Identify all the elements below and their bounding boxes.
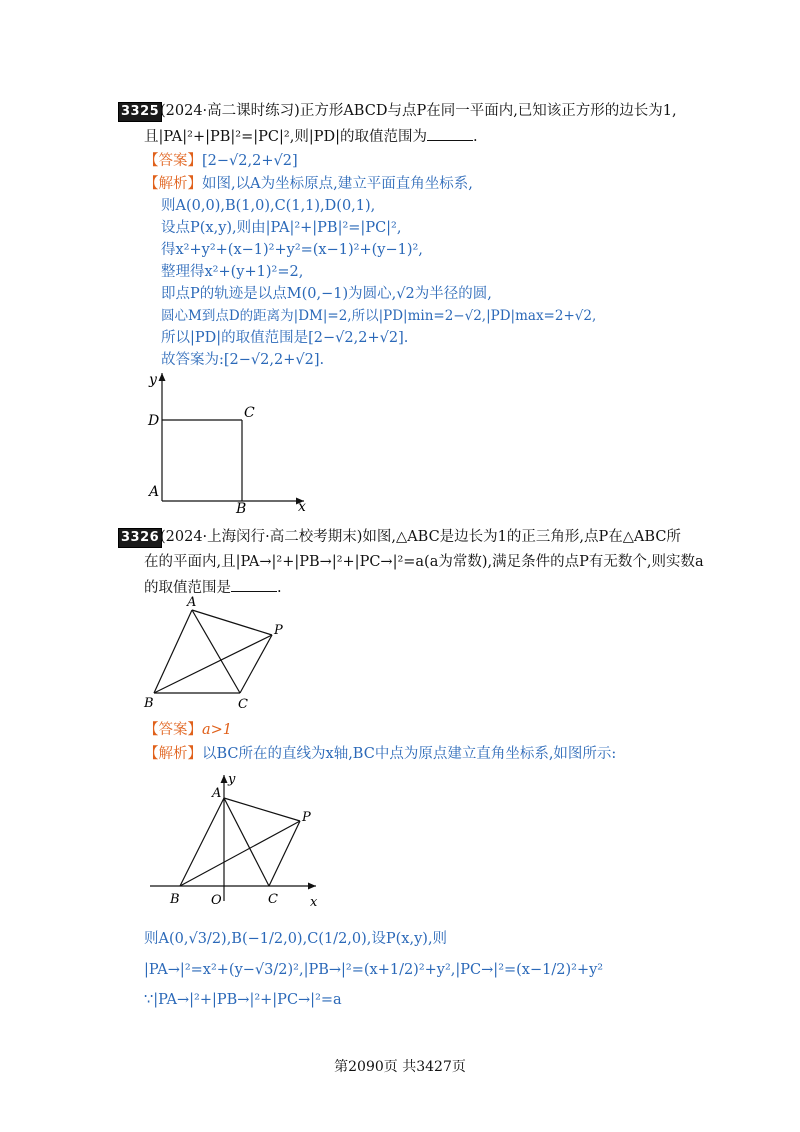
- point-label-b: B: [170, 892, 180, 907]
- problem-number-badge: 3326: [118, 528, 162, 548]
- origin-label: O: [211, 893, 222, 908]
- coordinate-triangle-figure: [140, 765, 330, 915]
- problem-stem: (2024·上海闵行·高二校考期末)如图,△ABC是边长为1的正三角形,点P在△ABC所: [160, 529, 681, 545]
- analysis-line: 【解析】以BC所在的直线为x轴,BC中点为原点建立直角坐标系,如图所示:: [144, 746, 617, 762]
- analysis-line: 圆心M到点D的距离为|DM|=2,所以|PD|min=2−√2,|PD|max=2+√2,: [161, 308, 597, 324]
- point-label-c: C: [268, 892, 278, 907]
- point-label-a: A: [212, 786, 222, 801]
- analysis-line: 整理得x²+(y+1)²=2,: [161, 264, 304, 280]
- answer-label: 【答案】: [144, 153, 202, 169]
- answer-line: [144, 151, 298, 171]
- point-label-p: P: [274, 623, 283, 638]
- answer-text: a>1: [202, 722, 233, 738]
- point-label-a: A: [149, 484, 160, 500]
- triangle-figure: [140, 595, 300, 715]
- square-figure: [140, 365, 320, 515]
- point-label-c: C: [238, 697, 248, 712]
- analysis-line: |PA→|²=x²+(y−√3/2)²,|PB→|²=(x+1/2)²+y²,|PC→|²=(x−1/2)²+y²: [144, 962, 604, 978]
- y-axis-label: y: [149, 372, 157, 388]
- analysis-line: 【解析】如图,以A为坐标原点,建立平面直角坐标系,: [144, 176, 473, 192]
- x-axis-label: x: [298, 499, 306, 515]
- point-label-b: B: [144, 696, 154, 711]
- point-label-b: B: [236, 501, 247, 515]
- problem-number-badge: 3325: [118, 102, 162, 122]
- point-label-d: D: [148, 413, 160, 429]
- problem-stem: (2024·高二课时练习)正方形ABCD与点P在同一平面内,已知该正方形的边长为1,: [160, 103, 677, 119]
- problem-stem: 的取值范围是 .: [144, 577, 282, 598]
- analysis-label: 【解析】: [144, 176, 202, 192]
- answer-blank: [231, 577, 277, 592]
- x-axis-label: x: [310, 895, 318, 910]
- analysis-line: 则A(0,0),B(1,0),C(1,1),D(0,1),: [161, 198, 376, 214]
- problem-stem: 在的平面内,且|PA→|²+|PB→|²+|PC→|²=a(a为常数),满足条件的点P有无数个,则实数a: [144, 554, 704, 570]
- point-label-a: A: [187, 595, 197, 610]
- page-footer: 第2090页 共3427页: [334, 1059, 466, 1075]
- answer-line: [144, 720, 232, 740]
- analysis-line: 则A(0,√3/2),B(−1/2,0),C(1/2,0),设P(x,y),则: [144, 931, 448, 947]
- analysis-line: 得x²+y²+(x−1)²+y²=(x−1)²+(y−1)²,: [161, 242, 423, 258]
- answer-blank: [427, 126, 473, 141]
- point-label-c: C: [244, 405, 255, 421]
- answer-text: [2−√2,2+√2]: [202, 153, 298, 169]
- analysis-line: ∵|PA→|²+|PB→|²+|PC→|²=a: [144, 992, 342, 1008]
- analysis-line: 即点P的轨迹是以点M(0,−1)为圆心,√2为半径的圆,: [161, 286, 492, 302]
- analysis-label: 【解析】: [144, 746, 202, 762]
- point-label-p: P: [302, 810, 311, 825]
- answer-label: 【答案】: [144, 722, 202, 738]
- analysis-line: 设点P(x,y),则由|PA|²+|PB|²=|PC|²,: [161, 220, 402, 236]
- problem-stem: 且|PA|²+|PB|²=|PC|²,则|PD|的取值范围为 .: [144, 126, 478, 147]
- y-axis-label: y: [228, 772, 236, 787]
- analysis-line: 故答案为:[2−√2,2+√2].: [161, 352, 325, 368]
- analysis-line: 所以|PD|的取值范围是[2−√2,2+√2].: [161, 330, 409, 346]
